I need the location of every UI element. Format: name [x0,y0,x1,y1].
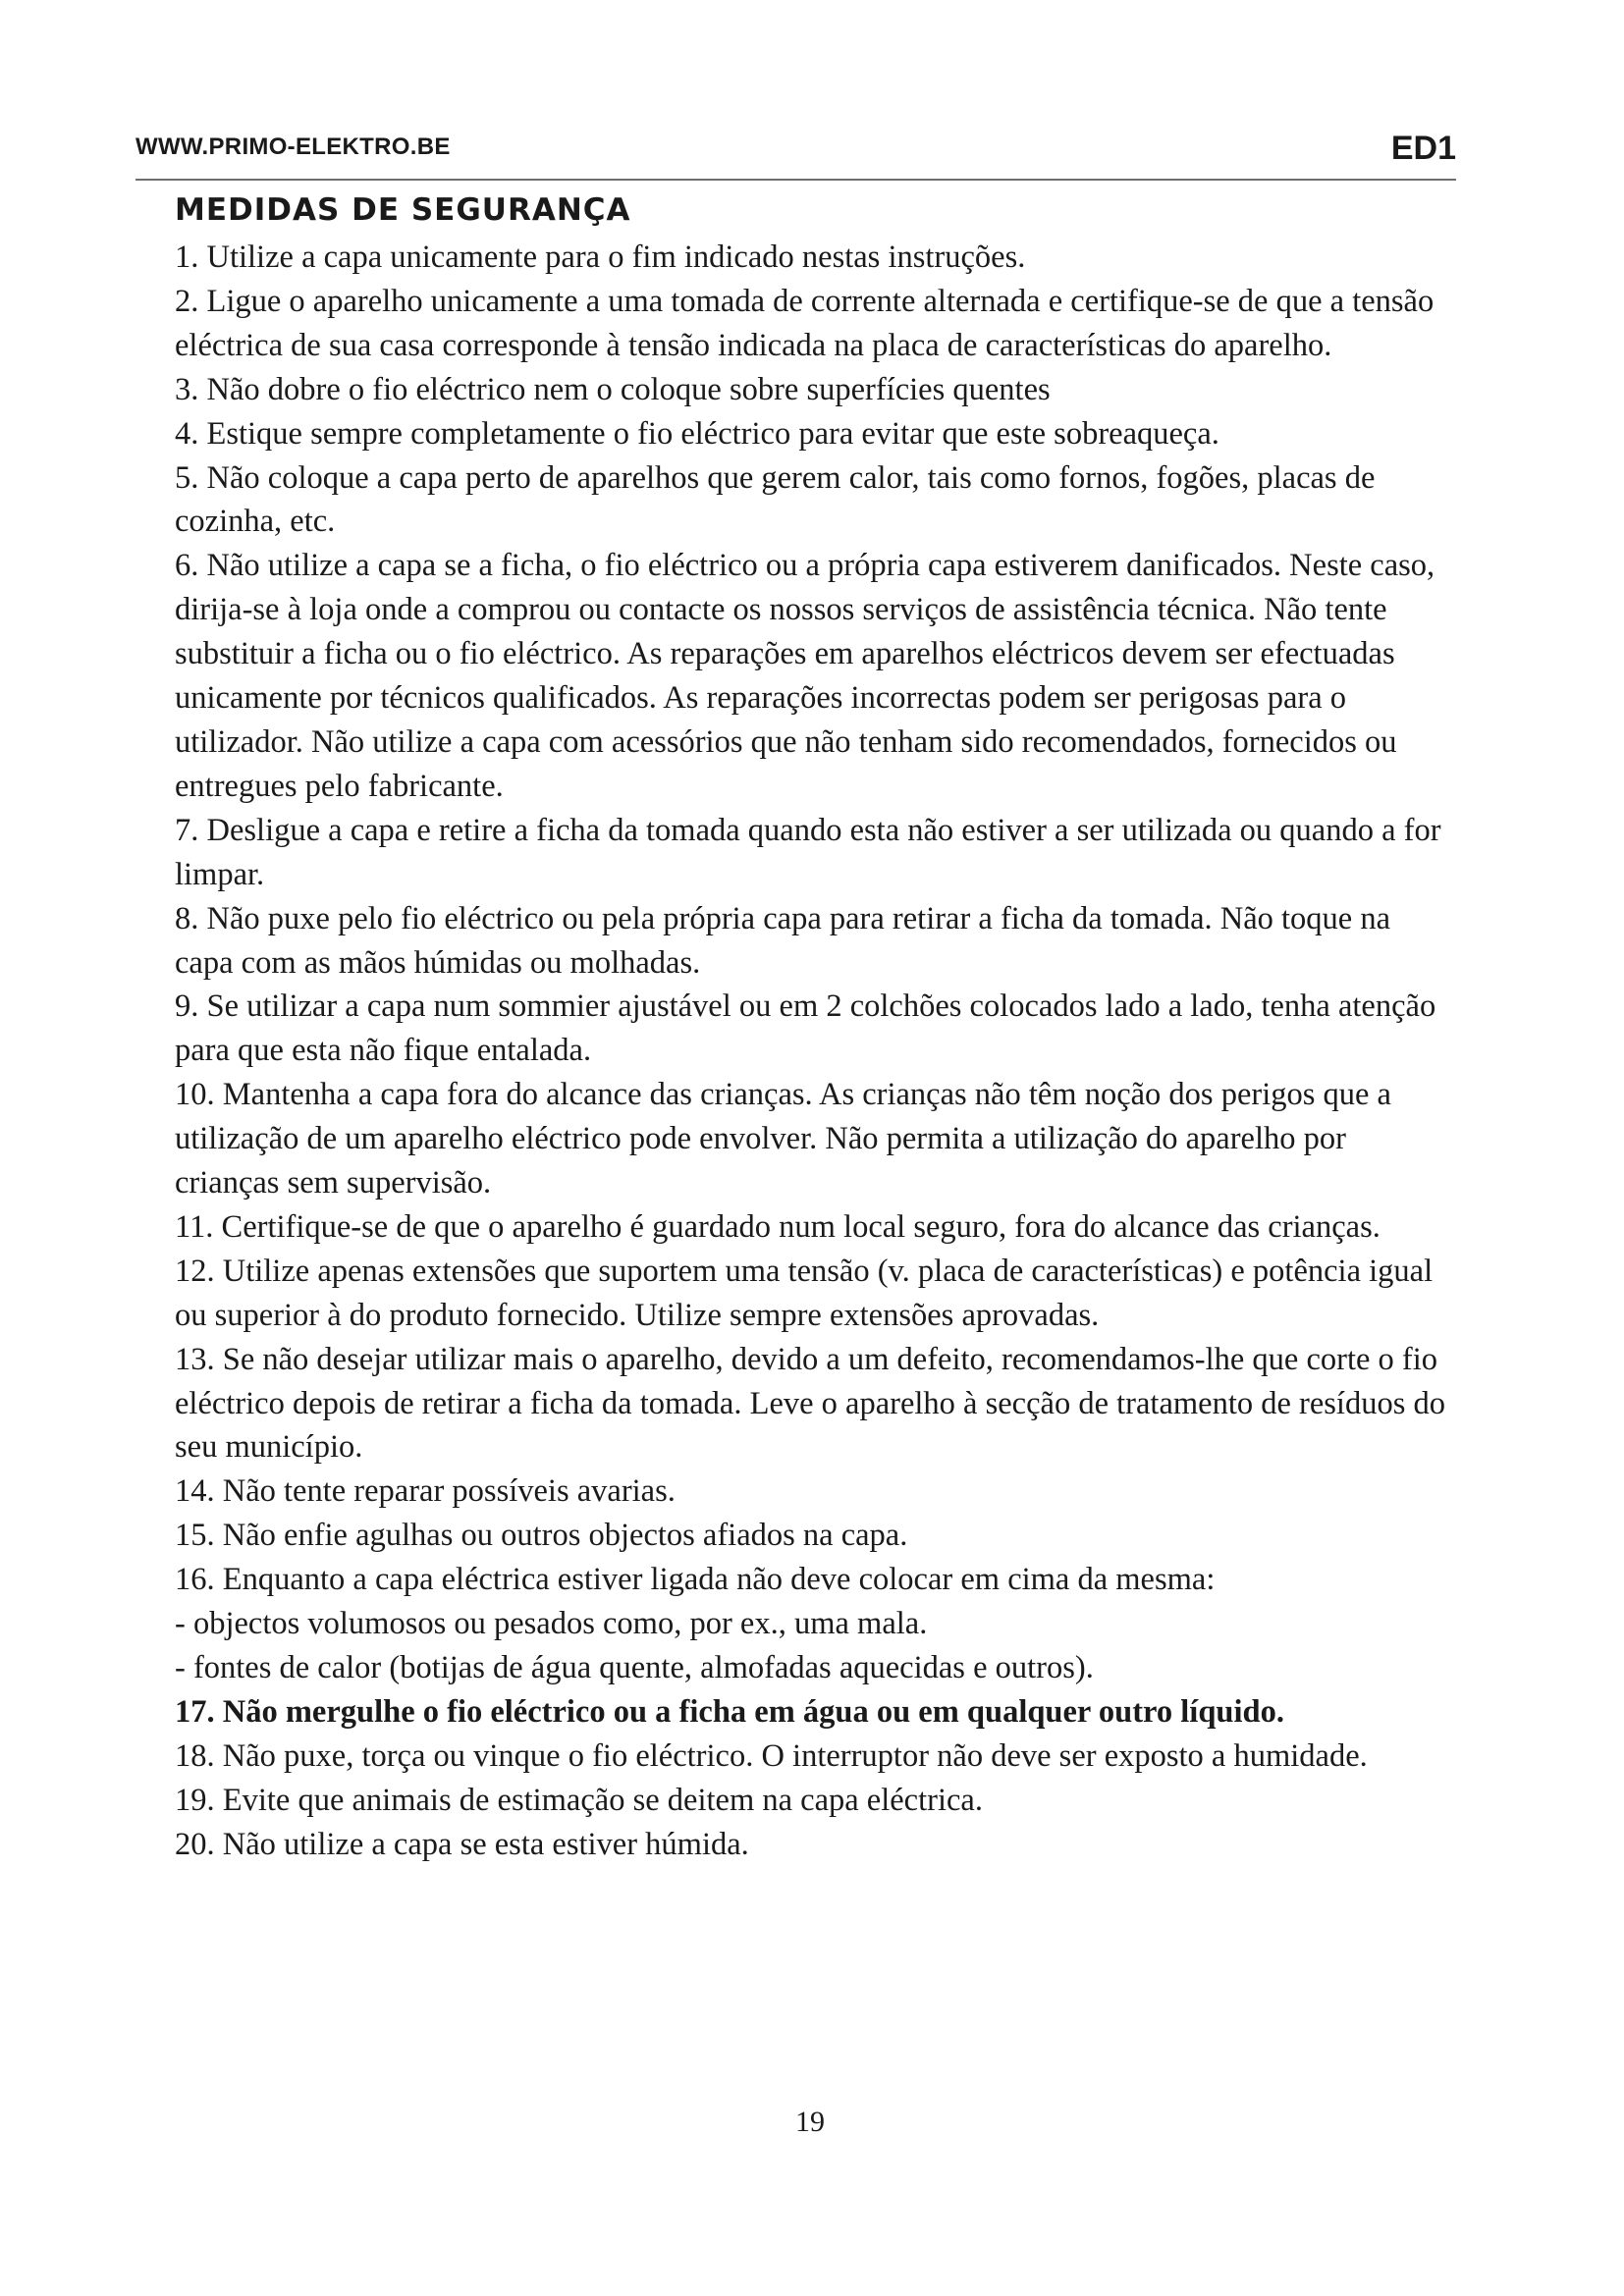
site-url: WWW.PRIMO-ELEKTRO.BE [135,133,451,160]
document-code: ED1 [1390,130,1456,167]
list-item: 6. Não utilize a capa se a ficha, o fio eléctrico ou a própria capa estiverem danificados. Neste caso, dirija-se à loja onde a comprou ou contacte os nossos serviços de assistência técnica. Não tente substituir a ficha ou o fio eléctrico. As reparações em aparelhos eléctricos devem ser efectuadas unicamente por técnicos qualificados. As reparações incorrectas podem ser perigosas para o utilizador. Não utilize a capa com acessórios que não tenham sido recomendados, fornecidos ou entregues pelo fabricante. [175,548,1435,804]
list-item: 4. Estique sempre completamente o fio eléctrico para evitar que este sobreaqueça. [175,415,1219,452]
list-item: 13. Se não desejar utilizar mais o aparelho, devido a um defeito, recomendamos-lhe que corte o fio eléctrico depois de retirar a ficha da tomada. Leve o aparelho à secção de tratamento de resíduos do seu município. [175,1341,1445,1466]
page-number: 19 [795,2106,825,2138]
list-item: 18. Não puxe, torça ou vinque o fio eléctrico. O interruptor não deve ser exposto a humidade. [175,1737,1368,1774]
list-subitem: - fontes de calor (botijas de água quente, almofadas aquecidas e outros). [175,1650,1094,1685]
list-item: 16. Enquanto a capa eléctrica estiver ligada não deve colocar em cima da mesma: [175,1562,1216,1598]
list-item: 7. Desligue a capa e retire a ficha da tomada quando esta não estiver a ser utilizada ou quando a for limpar. [175,812,1441,892]
page-header [135,128,1456,181]
list-item: 14. Não tente reparar possíveis avarias. [175,1473,676,1510]
list-item: 3. Não dobre o fio eléctrico nem o coloque sobre superfícies quentes [175,371,1051,407]
list-item: 15. Não enfie agulhas ou outros objectos afiados na capa. [175,1518,908,1554]
list-item: 12. Utilize apenas extensões que suportem uma tensão (v. placa de características) e potência igual ou superior à do produto fornecido. Utilize sempre extensões aprovadas. [175,1253,1434,1333]
section-title: MEDIDAS DE SEGURANÇA [175,192,631,228]
list-item-emphasized: 17. Não mergulhe o fio eléctrico ou a ficha em água ou em qualquer outro líquido. [175,1693,1284,1730]
list-item: 10. Mantenha a capa fora do alcance das crianças. As crianças não têm noção dos perigos que a utilização de um aparelho eléctrico pode envolver. Não permita a utilização do aparelho por crianças sem supervisão. [175,1077,1391,1201]
list-item: 11. Certifique-se de que o aparelho é guardado num local seguro, fora do alcance das crianças. [175,1208,1380,1245]
list-item: 8. Não puxe pelo fio eléctrico ou pela própria capa para retirar a ficha da tomada. Não toque na capa com as mãos húmidas ou molhadas. [175,900,1391,981]
list-item: 9. Se utilizar a capa num sommier ajustável ou em 2 colchões colocados lado a lado, tenha atenção para que esta não fique entalada. [175,988,1436,1069]
list-item: 19. Evite que animais de estimação se deitem na capa eléctrica. [175,1782,983,1818]
list-item: 1. Utilize a capa unicamente para o fim indicado nestas instruções. [175,240,1026,275]
list-item: 5. Não coloque a capa perto de aparelhos que gerem calor, tais como fornos, fogões, placas de cozinha, etc. [175,459,1376,540]
list-item: 2. Ligue o aparelho unicamente a uma tomada de corrente alternada e certifique-se de que a tensão eléctrica de sua casa corresponde à tensão indicada na placa de características do aparelho. [175,283,1435,363]
list-subitem: - objectos volumosos ou pesados como, por ex., uma mala. [175,1606,928,1642]
safety-list [175,236,1456,1867]
list-item: 20. Não utilize a capa se esta estiver húmida. [175,1826,749,1862]
